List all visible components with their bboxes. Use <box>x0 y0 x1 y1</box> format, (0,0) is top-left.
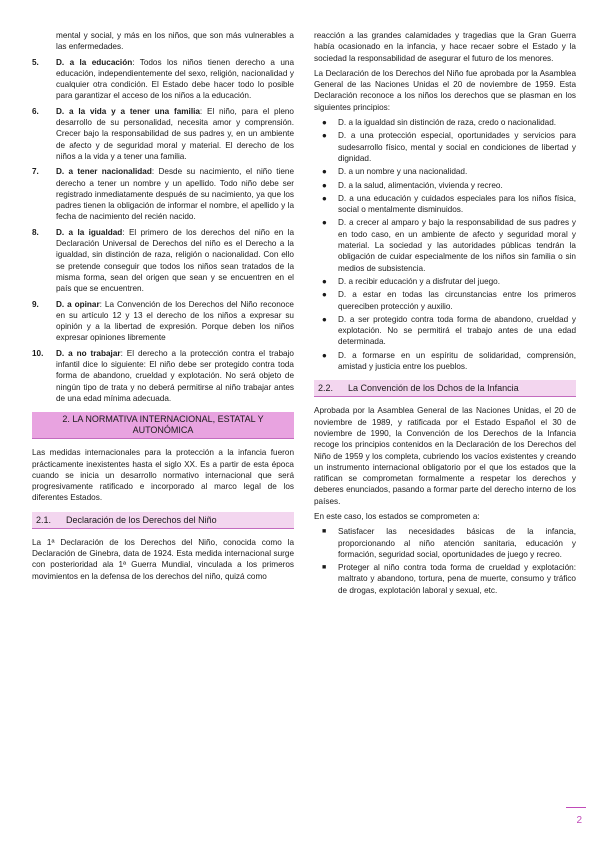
principle-text: D. a la igualdad sin distinción de raza, credo o nacionalidad. <box>338 118 557 128</box>
commitment-item <box>314 562 576 596</box>
subsection-2-2-heading <box>314 380 576 397</box>
item-title: D. a opinar <box>56 299 100 309</box>
principle-text: D. a un nombre y una nacionalidad. <box>338 167 468 177</box>
principle-item <box>314 314 576 348</box>
left-column <box>32 30 294 586</box>
item-text: : La Convención de los Derechos del Niño reconoce en su artículo 12 y 13 el derecho de los niños a expresar su opinión y a la libertad de expresión. Porque deben los niños expresar opiniones libremente <box>56 299 294 343</box>
principle-item <box>314 117 576 128</box>
principle-text: D. a una protección especial, oportunidades y servicios para sudesarrollo físico, mental y social en condiciones de libertad y dignidad. <box>338 131 576 163</box>
commitments-list <box>314 526 576 596</box>
commitment-text: Satisfacer las necesidades básicas de la infancia, proporcionando al niño atención sanitaria, educación y formación, seguridad social, oportunidades de juego y recreo. <box>338 527 576 559</box>
subsection-2-1-paragraph: La 1ª Declaración de los Derechos del Niño, conocida como la Declaración de Ginebra, data de 1924. Esta medida internacional surge con posterioridad ala 1ª Guerra Mundial, vinculada a los primeros movimientos en la defensa de los derechos del niño, quizá como <box>32 537 294 581</box>
item-text: : El derecho a la protección contra el trabajo infantil dice lo siguiente: El niño debe ser protegido contra toda forma de abandono, crueldad y explotación. No será objeto de ningún tipo de trata y no deberá permitirse al niño trabajar antes de una edad mínima adecuada. <box>56 348 294 403</box>
right-item-5 <box>32 57 294 102</box>
item-number: 8. <box>32 227 39 237</box>
principle-item <box>314 217 576 273</box>
commitment-text: Proteger al niño contra toda forma de crueldad y explotación: maltrato y abandono, tortura, pena de muerte, consumo y tráfico de drogas, explotación laboral y sexual, etc. <box>338 563 576 595</box>
bullet-icon: ● <box>322 218 327 228</box>
principle-item <box>314 166 576 177</box>
bullet-icon: ● <box>322 118 327 128</box>
item-title: D. a la vida y a tener una familia <box>56 106 200 116</box>
principle-text: D. a una educación y cuidados especiales para los niños física, social o mentalmente disminuidos. <box>338 193 576 215</box>
principle-text: D. a recibir educación y a disfrutar del juego. <box>338 276 501 286</box>
subsection-2-2-paragraph: Aprobada por la Asamblea General de las Naciones Unidas, el 20 de noviembre de 1989, y ratificada por el Estado Español el 30 de noviembre de 1990, la Convención de los Derechos de la Infancia recoge los principios contenidos en la Declaración de los Derechos del Niño de 1959 y los completa, cubriendo los vacíos existentes y creando un instrumento internacional obligatorio por el que los estados que la ratifican se comprometan formalmente a respetar los derechos y deberes enunciados, pasando a formar parte del derecho interno de los países. <box>314 406 576 506</box>
principle-item <box>314 276 576 287</box>
principle-item <box>314 193 576 216</box>
item-title: D. a la educación <box>56 57 133 67</box>
square-bullet-icon: ■ <box>322 528 327 536</box>
commitment-item <box>314 526 576 560</box>
principle-text: D. a crecer al amparo y bajo la responsabilidad de sus padres y en todo caso, en un ambiente de afecto y seguridad moral y material. La sociedad y las autoridades públicas tendrán la obligación de cuidar especialmente de los niños sin familia o sin medios de subsistencia. <box>338 218 576 273</box>
subsection-number: 2.2. <box>318 383 334 394</box>
item-text: : El niño, para el pleno desarrollo de su personalidad, necesita amor y comprensión. Crecer bajo la responsabilidad de sus padres y, en un ambiente de afecto y de seguridad moral y material. El derecho de los niños a la vida y a tener una familia. <box>56 106 294 161</box>
section-2-paragraph: Las medidas internacionales para la protección a la infancia fueron prácticamente inexistentes hasta el siglo XX. Es a partir de esta época cuando se inicia un desarrollo normativo internacional que será progresivamente ratificado e incorporado al marco legal de los diferentes Estados. <box>32 448 294 503</box>
principle-item <box>314 350 576 373</box>
bullet-icon: ● <box>322 314 327 324</box>
subsection-number: 2.1. <box>36 514 52 525</box>
square-bullet-icon: ■ <box>322 564 327 572</box>
item-title: D. a no trabajar <box>56 348 121 358</box>
principle-text: D. a estar en todas las circunstancias entre los primeros quereciben protección y auxilio. <box>338 290 576 311</box>
page-number: 2 <box>576 815 582 826</box>
item-title: D. a la igualdad <box>56 227 123 237</box>
page-number-rule <box>566 807 586 808</box>
item-number: 6. <box>32 106 39 116</box>
rights-list <box>32 57 294 405</box>
item-number: 9. <box>32 299 39 309</box>
subsection-2-1-heading <box>32 512 294 529</box>
item-text: : Desde su nacimiento, el niño tiene derecho a tener un nombre y un apellido. Todo niño debe ser registrado inmediatamente después de su nacimiento, ya que los padres tienen la obligación de informar el nombre, el apellido y la fecha de nacimiento del recién nacido. <box>56 167 294 222</box>
item-title: D. a tener nacionalidad <box>56 167 152 177</box>
subsection-title: Declaración de los Derechos del Niño <box>66 514 217 525</box>
principle-item <box>314 180 576 191</box>
principle-text: D. a ser protegido contra toda forma de abandono, crueldad y explotación. No se permitirá el trabajo antes de una edad determinada. <box>338 314 576 347</box>
right-item-9 <box>32 299 294 344</box>
item-number: 5. <box>32 57 39 67</box>
bullet-icon: ● <box>322 290 327 300</box>
bullet-icon: ● <box>322 131 327 141</box>
bullet-icon: ● <box>322 180 327 190</box>
item-text: : Todos los niños tienen derecho a una educación, independientemente del sexo, religión, nacionalidad y cualquier otra condición. El Estado debe hacer todo lo posible para garantizar el acceso de los niños a la educación. <box>56 57 295 101</box>
right-item-10 <box>32 348 294 404</box>
bullet-icon: ● <box>322 276 327 286</box>
continuation-paragraph: reacción a las grandes calamidades y tragedias que la Gran Guerra había ocasionado en la infancia, y hace recaer sobre el Estado y la sociedad la responsabilidad de asegurar el futuro de los menores. <box>314 31 576 63</box>
item-text: : El primero de los derechos del niño en la Declaración Universal de Derechos del niño es el Derecho a la igualdad, sin distinción de raza, religión o nacionalidad. Con ello se pretende conseguir que todos los niños sean tratados de la misma forma, sean del origen que sean y se encuentren en el país que se encuentren. <box>56 227 294 294</box>
bullet-icon: ● <box>322 350 327 360</box>
bullet-icon: ● <box>322 167 327 177</box>
commitments-intro: En este caso, los estados se comprometen a: <box>314 511 480 521</box>
right-item-6 <box>32 106 294 162</box>
bullet-icon: ● <box>322 193 327 203</box>
right-column <box>314 30 576 600</box>
item-number: 10. <box>32 348 44 358</box>
intro-continuation: mental y social, y más en los niños, que son más vulnerables a las enfermedades. <box>56 31 294 52</box>
principle-text: D. a formarse en un espíritu de solidaridad, comprensión, amistad y justicia entre los pueblos. <box>338 350 576 372</box>
right-item-8 <box>32 227 294 295</box>
principle-item <box>314 289 576 312</box>
principle-text: D. a la salud, alimentación, vivienda y recreo. <box>338 180 503 190</box>
principle-item <box>314 130 576 164</box>
principles-list <box>314 117 576 372</box>
right-item-7 <box>32 166 294 222</box>
item-number: 7. <box>32 167 39 177</box>
section-2-heading: 2. LA NORMATIVA INTERNACIONAL, ESTATAL Y AUTONÓMICA <box>32 412 294 439</box>
subsection-title: La Convención de los Dchos de la Infancia <box>348 383 519 394</box>
declaration-paragraph: La Declaración de los Derechos del Niño fue aprobada por la Asamblea General de las Naciones Unidas el 20 de noviembre de 1959. Esta Declaración reconoce a los niños los derechos que se plasman en los siguientes principios: <box>314 68 576 112</box>
